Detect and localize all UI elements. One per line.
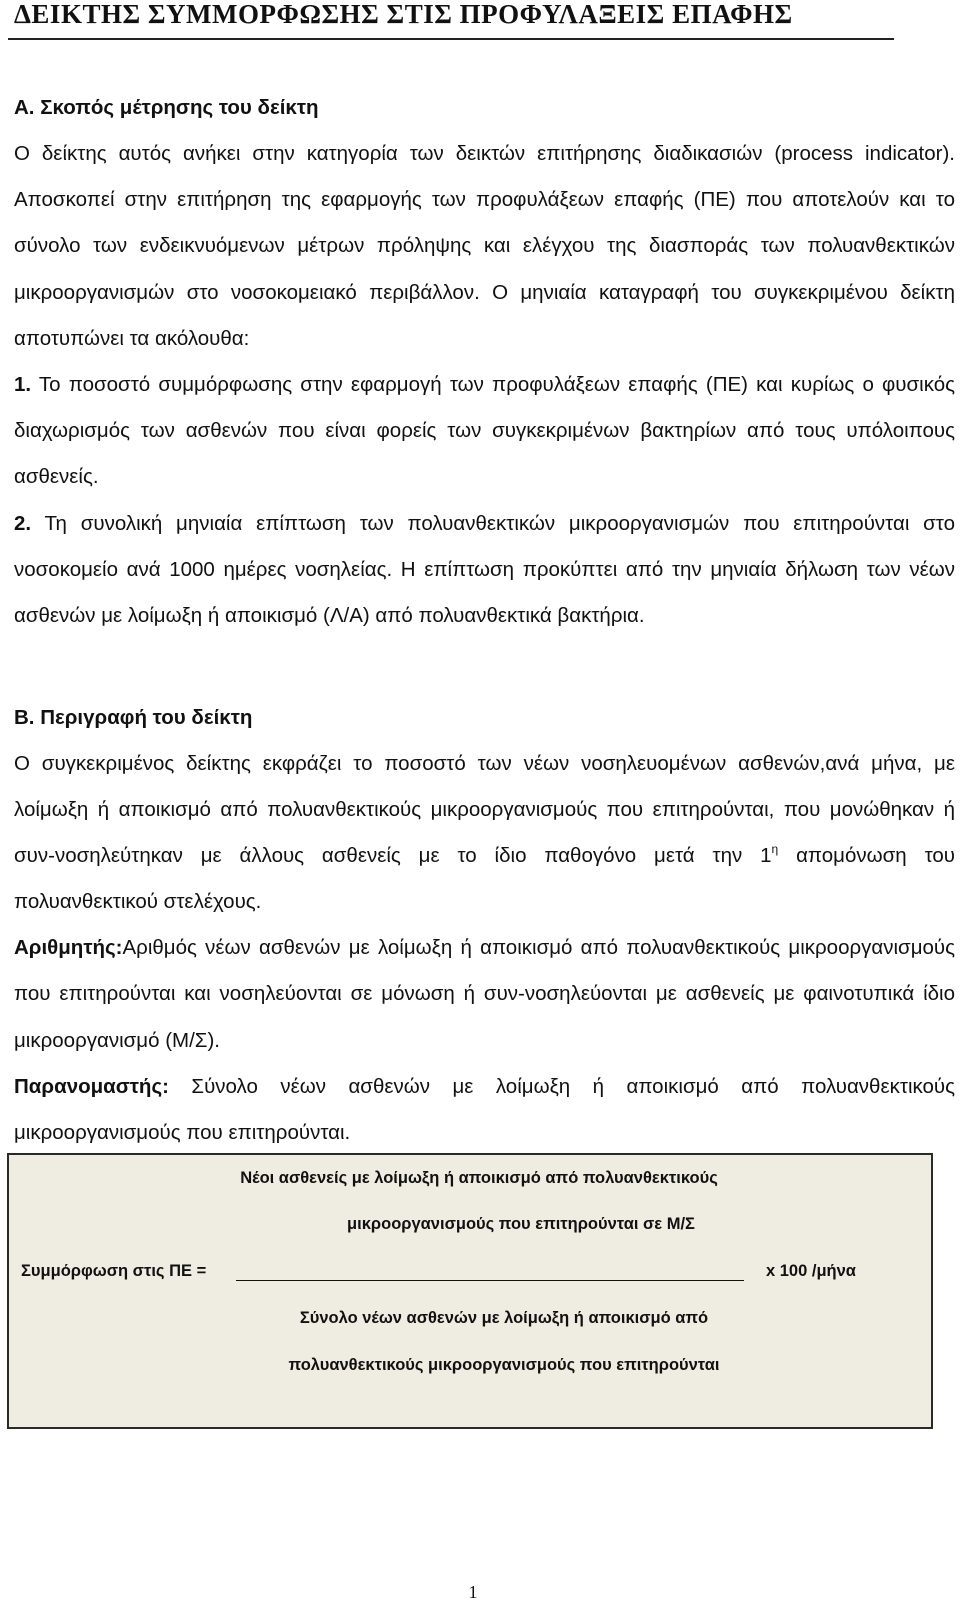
formula-lhs: Συμμόρφωση στις ΠΕ =: [21, 1262, 207, 1280]
formula-box: [7, 1153, 933, 1429]
document-title: ΔΕΙΚΤΗΣ ΣΥΜΜΟΡΦΩΣΗΣ ΣΤΙΣ ΠΡΟΦΥΛΑΞΕΙΣ ΕΠΑΦΗΣ: [14, 0, 793, 29]
description-end: απομόνωση του πολυανθεκτικού στελέχους.: [14, 844, 955, 914]
section-b-heading: Β. Περιγραφή του δείκτη: [14, 706, 253, 729]
numerator-definition: [14, 925, 955, 1063]
description-superscript: η: [771, 842, 779, 857]
item-2-number: 2.: [14, 511, 32, 535]
formula-rhs: x 100 /μήνα: [766, 1262, 856, 1280]
section-a-item-1: [14, 362, 955, 501]
formula-denominator-line-1: Σύνολο νέων ασθενών με λοίμωξη ή αποικισμό από: [299, 1309, 709, 1327]
section-a: [14, 85, 955, 639]
denominator-text: Σύνολο νέων ασθενών με λοίμωξη ή αποικισμό από πολυανθεκτικούς μικροοργανισμούς που επιτηρούνται.: [14, 1074, 955, 1144]
title-underline: [8, 38, 894, 40]
numerator-label: Αριθμητής:: [14, 936, 123, 960]
section-a-item-2: [14, 501, 955, 640]
page-number: 1: [468, 1582, 478, 1602]
formula-fraction-bar: [236, 1280, 744, 1281]
item-1-text: Το ποσοστό συμμόρφωσης στην εφαρμογή των προφυλάξεων επαφής (ΠΕ) και κυρίως ο φυσικός διαχωρισμός των ασθενών που είναι φορείς των συγκεκριμένων βακτηρίων από τους υπόλοιπους ασθενείς.: [14, 373, 956, 489]
formula-numerator-line-2: μικροοργανισμούς που επιτηρούνται σε Μ/Σ: [347, 1215, 695, 1233]
item-2-text: Τη συνολική μηνιαία επίπτωση των πολυανθεκτικών μικροοργανισμών που επιτηρούνται στο νοσοκομείο ανά 1000 ημέρες νοσηλείας. Η επίπτωση προκύπτει από την μηνιαία δήλωση των νέων ασθενών με λοίμωξη ή αποικισμό (Λ/Α) από πολυανθεκτικά βακτήρια.: [14, 511, 955, 628]
description-main: Ο συγκεκριμένος δείκτης εκφράζει το ποσοστό των νέων νοσηλευομένων ασθενών,ανά μήνα, με λοίμωξη ή αποικισμό από πολυανθεκτικούς μικροοργανισμούς που επιτηρούνται, που μονώθηκαν ή συν-νοσηλεύτηκαν με άλλους ασθενείς με το ίδιο παθογόνο μετά την 1: [14, 752, 955, 868]
denominator-label: Παρανομαστής:: [14, 1074, 169, 1098]
formula-denominator-line-2: πολυανθεκτικούς μικροοργανισμούς που επιτηρούνται: [288, 1356, 720, 1374]
section-b-description: [14, 741, 955, 925]
section-a-heading: Α. Σκοπός μέτρησης του δείκτη: [14, 96, 319, 119]
numerator-text: Αριθμός νέων ασθενών με λοίμωξη ή αποικισμό από πολυανθεκτικούς μικροοργανισμούς που επιτηρούνται και νοσηλεύονται σε μόνωση ή συν-νοσηλεύονται με ασθενείς με φαινοτυπικά ίδιο μικροοργανισμό (Μ/Σ).: [14, 936, 955, 1052]
denominator-definition: [14, 1064, 955, 1156]
formula-numerator-line-1: Νέοι ασθενείς με λοίμωξη ή αποικισμό από πολυανθεκτικούς: [240, 1169, 718, 1187]
section-b: [14, 695, 955, 1156]
section-a-intro: Ο δείκτης αυτός ανήκει στην κατηγορία των δεικτών επιτήρησης διαδικασιών (process indicator). Αποσκοπεί στην επιτήρηση της εφαρμογής των προφυλάξεων επαφής (ΠΕ) που αποτελούν και το σύνολο των ενδεικνυόμενων μέτρων πρόληψης και ελέγχου της διασποράς των πολυανθεκτικών μικροοργανισμών στο νοσοκομειακό περιβάλλον. Ο μηνιαία καταγραφή του συγκεκριμένου δείκτη αποτυπώνει τα ακόλουθα:: [14, 142, 955, 350]
item-1-number: 1.: [14, 373, 32, 397]
